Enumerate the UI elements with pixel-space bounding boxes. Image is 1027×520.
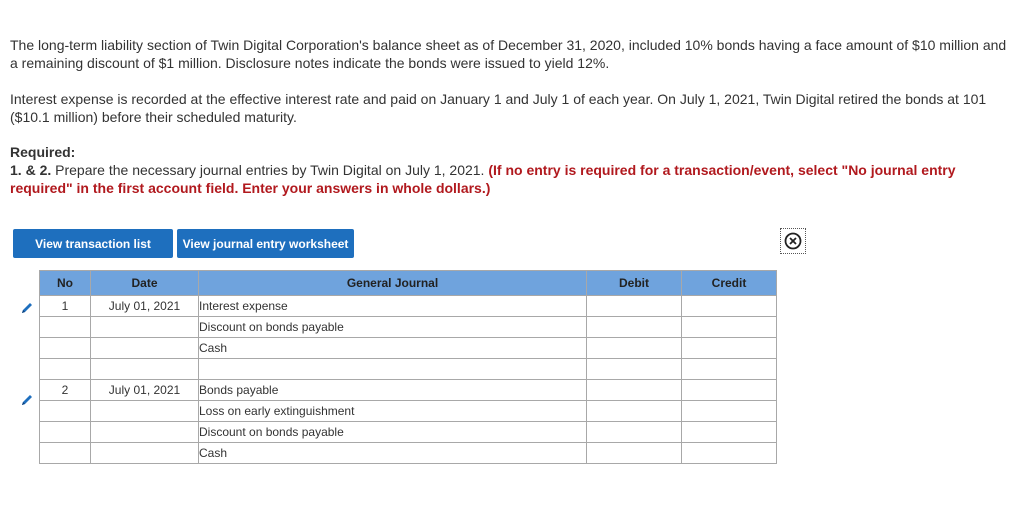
credit-field[interactable]: [682, 443, 777, 464]
view-transaction-list-button[interactable]: View transaction list: [13, 229, 173, 258]
credit-field[interactable]: [682, 422, 777, 443]
credit-field[interactable]: [682, 338, 777, 359]
account-field[interactable]: Discount on bonds payable: [199, 422, 587, 443]
entry-date: July 01, 2021: [91, 296, 199, 317]
credit-field[interactable]: [682, 296, 777, 317]
table-row: [40, 380, 777, 401]
required-label: Required:: [10, 144, 76, 160]
debit-field[interactable]: [587, 380, 682, 401]
header-date: Date: [91, 271, 199, 296]
account-field[interactable]: Cash: [199, 443, 587, 464]
required-section: [10, 143, 1010, 197]
table-row: [40, 422, 777, 443]
debit-field[interactable]: [587, 359, 682, 380]
problem-paragraph-1: The long-term liability section of Twin Digital Corporation's balance sheet as of December 31, 2020, included 10% bonds having a face amount of $10 million and a remaining discount of $1 million. Disclosure notes indicate the bonds were issued to yield 12%.: [10, 37, 1007, 71]
credit-field[interactable]: [682, 359, 777, 380]
credit-field[interactable]: [682, 380, 777, 401]
edit-pencil-icon[interactable]: [19, 392, 35, 408]
table-row: [40, 401, 777, 422]
table-row: [40, 359, 777, 380]
entry-date: July 01, 2021: [91, 380, 199, 401]
required-number: 1. & 2.: [10, 162, 52, 178]
edit-pencil-icon[interactable]: [19, 300, 35, 316]
debit-field[interactable]: [587, 338, 682, 359]
required-text: Prepare the necessary journal entries by Twin Digital on July 1, 2021.: [51, 162, 489, 178]
debit-field[interactable]: [587, 296, 682, 317]
debit-field[interactable]: [587, 443, 682, 464]
required-instruction: (If no entry is required for a transaction/event, select "No journal entry required" in the first account field. Enter your answers in whole dollars.): [10, 162, 956, 196]
debit-field[interactable]: [587, 422, 682, 443]
close-button[interactable]: [780, 228, 806, 254]
account-field[interactable]: Discount on bonds payable: [199, 317, 587, 338]
account-field[interactable]: [199, 359, 587, 380]
account-field[interactable]: Bonds payable: [199, 380, 587, 401]
account-field[interactable]: Interest expense: [199, 296, 587, 317]
credit-field[interactable]: [682, 317, 777, 338]
debit-field[interactable]: [587, 317, 682, 338]
account-field[interactable]: Loss on early extinguishment: [199, 401, 587, 422]
header-general-journal: General Journal: [199, 271, 587, 296]
debit-field[interactable]: [587, 401, 682, 422]
entry-number: 1: [40, 296, 91, 317]
account-field[interactable]: Cash: [199, 338, 587, 359]
view-journal-worksheet-button[interactable]: View journal entry worksheet: [177, 229, 354, 258]
credit-field[interactable]: [682, 401, 777, 422]
close-circle-icon: [784, 232, 802, 250]
table-row: [40, 317, 777, 338]
journal-header-row: [40, 271, 777, 296]
table-row: [40, 296, 777, 317]
entry-number: 2: [40, 380, 91, 401]
header-debit: Debit: [587, 271, 682, 296]
table-row: [40, 338, 777, 359]
journal-table: [39, 270, 777, 464]
problem-paragraph-2: Interest expense is recorded at the effective interest rate and paid on January 1 and July 1 of each year. On July 1, 2021, Twin Digital retired the bonds at 101 ($10.1 million) before their scheduled maturity.: [10, 91, 987, 125]
header-no: No: [40, 271, 91, 296]
table-row: [40, 443, 777, 464]
header-credit: Credit: [682, 271, 777, 296]
